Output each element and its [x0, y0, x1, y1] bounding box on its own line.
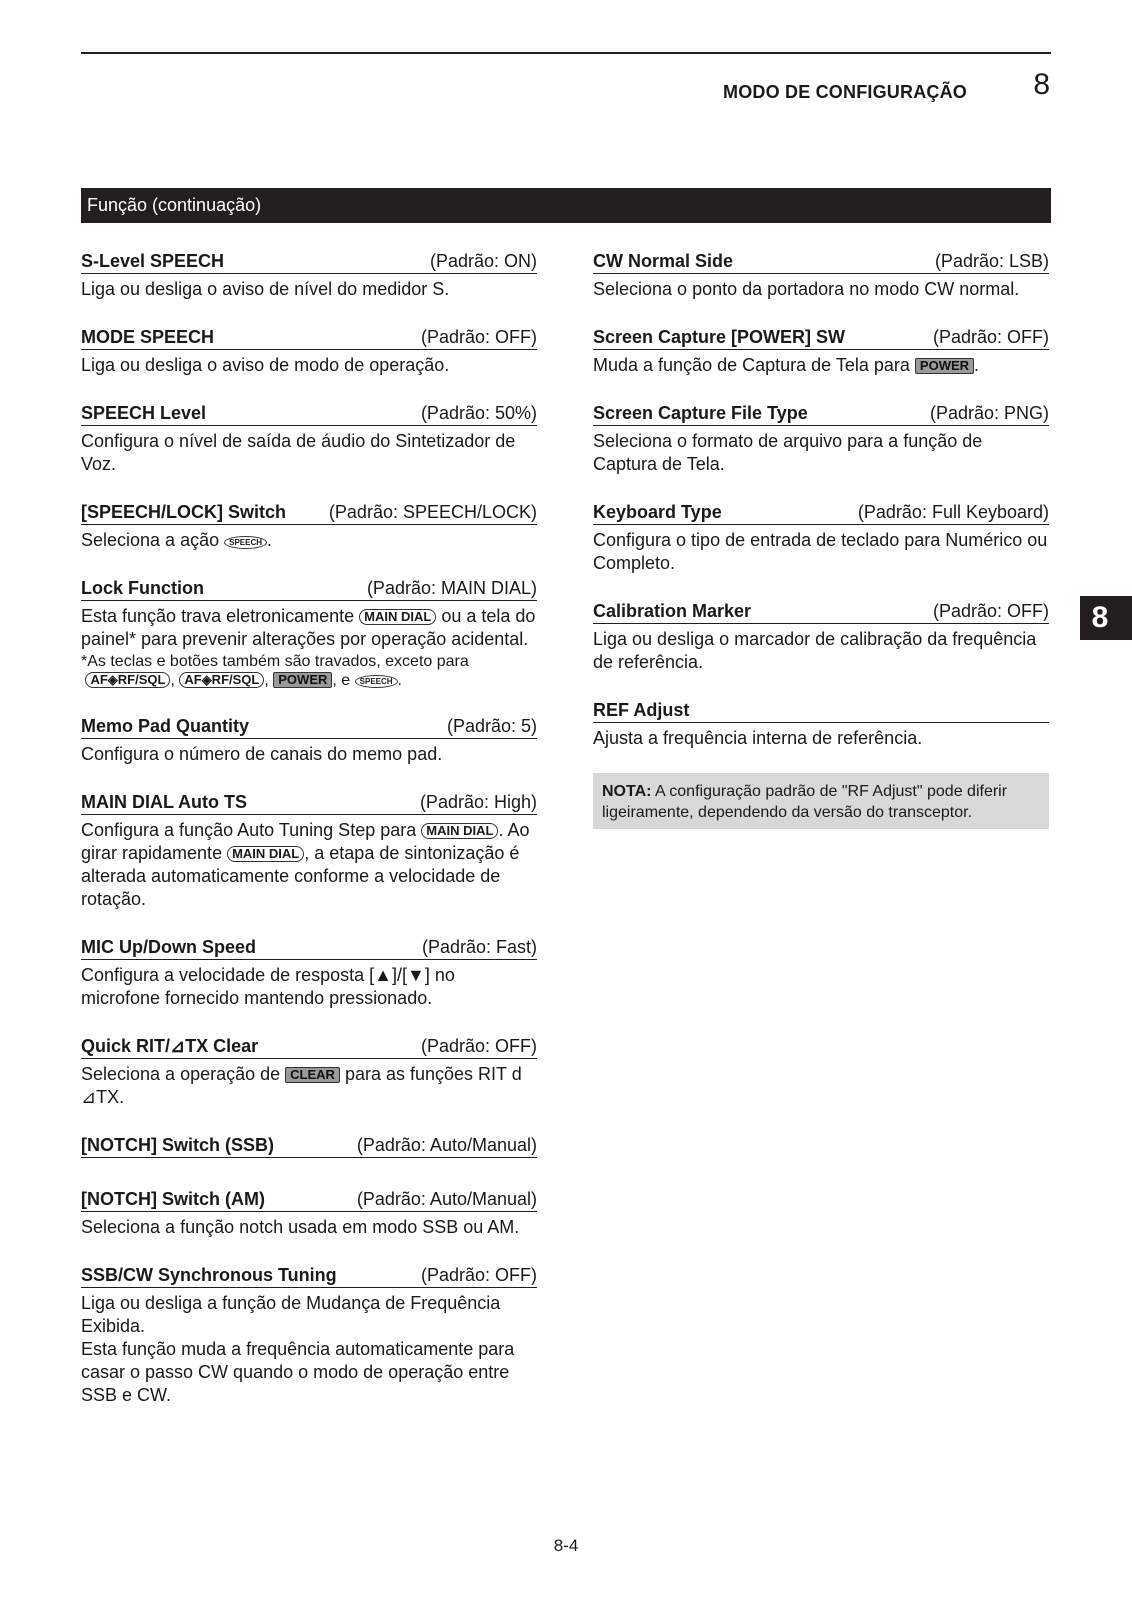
note-text: A configuração padrão de "RF Adjust" pode diferir ligeiramente, dependendo da versão do transceptor.	[602, 783, 1008, 821]
description-text: Seleciona a ação	[81, 530, 220, 550]
description-text: . Ao girar rapidamente	[81, 820, 530, 863]
right-column	[593, 250, 1049, 829]
setting-header	[81, 326, 537, 350]
note-box	[593, 773, 1049, 829]
setting-title: Keyboard Type	[593, 502, 722, 522]
setting-description: Configura o nível de saída de áudio do Sintetizador de Voz.	[81, 431, 516, 474]
setting-header	[593, 699, 1049, 723]
setting-title: MAIN DIAL Auto TS	[81, 792, 247, 812]
description-text: Esta função trava eletronicamente	[81, 606, 355, 626]
setting-default: (Padrão: OFF)	[420, 327, 537, 347]
setting-title: SSB/CW Synchronous Tuning	[81, 1265, 337, 1285]
setting-description	[81, 1292, 537, 1407]
setting-title: [NOTCH] Switch (SSB)	[81, 1135, 274, 1155]
setting-entry	[81, 715, 537, 766]
setting-header	[81, 1264, 537, 1288]
setting-default: (Padrão: SPEECH/LOCK)	[328, 502, 537, 522]
power-key-icon: POWER	[915, 358, 974, 374]
footnote	[81, 652, 537, 690]
setting-entry	[593, 402, 1049, 476]
setting-default: (Padrão: High)	[419, 792, 537, 812]
setting-header	[81, 715, 537, 739]
setting-entry	[593, 326, 1049, 377]
page-number: 8-4	[553, 1536, 579, 1555]
description-text: Esta função muda a frequência automaticamente para casar o passo CW quando o modo de operação entre SSB e CW.	[81, 1339, 515, 1405]
setting-default: (Padrão: 50%)	[420, 403, 537, 423]
setting-description: Ajusta a frequência interna de referência.	[593, 728, 923, 748]
description-text: ou a tela do painel* para prevenir alterações por operação acidental.	[81, 606, 536, 649]
setting-description	[81, 1063, 537, 1109]
setting-header	[593, 402, 1049, 426]
setting-title: Lock Function	[81, 578, 204, 598]
setting-description: Seleciona o formato de arquivo para a função de Captura de Tela.	[593, 431, 983, 474]
setting-default: (Padrão: Auto/Manual)	[356, 1135, 537, 1155]
chapter-number: 8	[1033, 68, 1050, 101]
setting-default: (Padrão: Auto/Manual)	[356, 1189, 537, 1209]
setting-title: MODE SPEECH	[81, 327, 215, 347]
setting-title: Quick RIT/⊿TX Clear	[81, 1036, 259, 1056]
clear-key-icon: CLEAR	[285, 1067, 340, 1083]
description-text: para as funções RIT d ⊿TX.	[81, 1064, 522, 1107]
setting-title: Memo Pad Quantity	[81, 716, 250, 736]
setting-title: Screen Capture File Type	[593, 403, 808, 423]
setting-entry	[81, 1134, 537, 1158]
setting-header	[81, 501, 537, 525]
speech-key-icon: SPEECH	[224, 536, 267, 549]
setting-default: (Padrão: OFF)	[932, 327, 1049, 347]
setting-description: Configura a velocidade de resposta [▲]/[▼] no microfone fornecido mantendo pressionado.	[81, 965, 455, 1008]
setting-title: REF Adjust	[593, 700, 690, 720]
footnote-text: *As teclas e botões também são travados, exceto para	[81, 653, 469, 670]
setting-header	[81, 577, 537, 601]
setting-description	[81, 529, 537, 552]
setting-description	[81, 819, 537, 911]
footnote-separator: ,	[264, 672, 269, 689]
setting-header	[81, 1188, 537, 1212]
setting-default: (Padrão: MAIN DIAL)	[366, 578, 537, 598]
chapter-side-tab: 8	[1080, 596, 1132, 640]
setting-title: Calibration Marker	[593, 601, 752, 621]
setting-entry	[81, 250, 537, 301]
setting-entry	[81, 1264, 537, 1407]
af-rf-sql-key-icon: AF◈RF/SQL	[85, 672, 170, 688]
setting-description: Liga ou desliga o marcador de calibração da frequência de referência.	[593, 629, 1037, 672]
setting-title: SPEECH Level	[81, 403, 207, 423]
setting-description: Seleciona o ponto da portadora no modo CW normal.	[593, 279, 1020, 299]
setting-default: (Padrão: OFF)	[420, 1265, 537, 1285]
setting-description	[593, 354, 1049, 377]
setting-entry	[81, 577, 537, 690]
setting-entry	[81, 402, 537, 476]
setting-description: Liga ou desliga o aviso de nível do medidor S.	[81, 279, 450, 299]
description-text: .	[267, 530, 273, 550]
description-text: .	[974, 355, 980, 375]
setting-default: (Padrão: ON)	[429, 251, 537, 271]
setting-title: Screen Capture [POWER] SW	[593, 327, 846, 347]
setting-header	[81, 402, 537, 426]
setting-default: (Padrão: OFF)	[932, 601, 1049, 621]
setting-entry	[593, 699, 1049, 750]
setting-header	[81, 936, 537, 960]
description-text: Seleciona a operação de	[81, 1064, 281, 1084]
footnote-end: .	[397, 672, 402, 689]
description-text: , a etapa de sintonização é alterada automaticamente conforme a velocidade de rotação.	[81, 843, 520, 909]
setting-entry	[593, 250, 1049, 301]
af-rf-sql-key-icon: AF◈RF/SQL	[179, 672, 264, 688]
setting-default: (Padrão: LSB)	[934, 251, 1049, 271]
setting-entry	[81, 1188, 537, 1239]
footnote-separator: ,	[170, 672, 175, 689]
setting-entry	[81, 936, 537, 1010]
setting-description: Configura o tipo de entrada de teclado para Numérico ou Completo.	[593, 530, 1048, 573]
left-column	[81, 250, 537, 1432]
setting-entry	[81, 501, 537, 552]
setting-entry	[81, 1035, 537, 1109]
section-title: Função (continuação)	[81, 188, 1051, 223]
setting-description: Seleciona a função notch usada em modo SSB ou AM.	[81, 1217, 520, 1237]
header-rule	[81, 52, 1051, 54]
description-text: Configura a função Auto Tuning Step para	[81, 820, 417, 840]
note-label: NOTA:	[602, 783, 652, 800]
setting-default: (Padrão: OFF)	[420, 1036, 537, 1056]
chapter-title: MODO DE CONFIGURAÇÃO	[723, 82, 967, 102]
setting-default: (Padrão: Full Keyboard)	[857, 502, 1049, 522]
setting-header	[593, 501, 1049, 525]
setting-title: MIC Up/Down Speed	[81, 937, 256, 957]
description-text: Muda a função de Captura de Tela para	[593, 355, 910, 375]
main-dial-key-icon: MAIN DIAL	[359, 609, 436, 625]
power-key-icon: POWER	[273, 672, 332, 688]
setting-entry	[81, 791, 537, 911]
setting-default: (Padrão: Fast)	[421, 937, 537, 957]
setting-entry	[593, 501, 1049, 575]
setting-description: Liga ou desliga o aviso de modo de operação.	[81, 355, 450, 375]
setting-entry	[81, 326, 537, 377]
setting-entry	[593, 600, 1049, 674]
setting-header	[81, 1035, 537, 1059]
setting-description	[81, 605, 537, 651]
setting-header	[81, 1134, 537, 1158]
footnote-separator: , e	[332, 672, 351, 689]
setting-default: (Padrão: PNG)	[929, 403, 1049, 423]
setting-header	[81, 791, 537, 815]
speech-key-icon: SPEECH	[355, 675, 398, 688]
setting-header	[81, 250, 537, 274]
main-dial-key-icon: MAIN DIAL	[421, 823, 498, 839]
setting-header	[593, 250, 1049, 274]
setting-description: Configura o número de canais do memo pad.	[81, 744, 443, 764]
description-text: Liga ou desliga a função de Mudança de Frequência Exibida.	[81, 1293, 501, 1336]
main-dial-key-icon: MAIN DIAL	[227, 846, 304, 862]
setting-header	[593, 326, 1049, 350]
setting-title: S-Level SPEECH	[81, 251, 225, 271]
setting-title: [NOTCH] Switch (AM)	[81, 1189, 265, 1209]
setting-header	[593, 600, 1049, 624]
setting-title: [SPEECH/LOCK] Switch	[81, 502, 287, 522]
setting-default: (Padrão: 5)	[446, 716, 537, 736]
setting-title: CW Normal Side	[593, 251, 734, 271]
